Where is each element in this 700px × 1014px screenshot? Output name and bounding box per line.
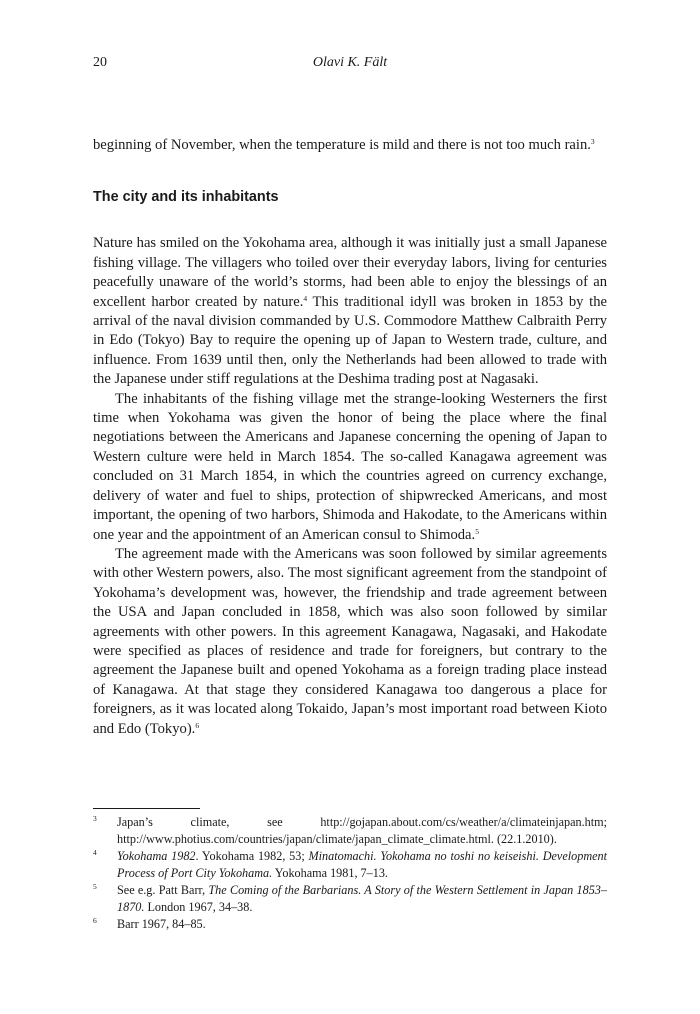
footnote-ref-3[interactable]: 3 [590, 137, 595, 146]
footnote-number: 5 [93, 882, 97, 891]
footnote-text: Japan’s climate, see http://gojapan.about.com/cs/weather/a/climateinjapan.htm; http://www.photius.com/countries/japan/climate/japan_climate_climate.html. (22.1.2010). [117, 815, 607, 846]
footnote-text: Barr 1967, 84–85. [117, 917, 206, 931]
footnote-ref-4[interactable]: 4 [303, 293, 308, 303]
footnote-5 [93, 882, 607, 916]
running-head [93, 55, 607, 75]
paragraph-continuation: beginning of November, when the temperature is mild and there is not too much rain.$^3$ [93, 137, 595, 153]
footnote-number: 3 [93, 814, 97, 823]
footnotes [93, 814, 607, 933]
footnote-text: Yokohama 1982. Yokohama 1982, 53; Minatomachi. Yokohama no toshi no keiseishi. Development Process of Port City Yokohama. Yokohama 1981, 7–13. [117, 849, 608, 880]
footnote-number: 6 [93, 916, 97, 925]
page-number: 20 [93, 55, 107, 70]
footnote-divider [93, 808, 200, 809]
footnote-number: 4 [93, 848, 97, 857]
footnote-text: See e.g. Patt Barr, The Coming of the Barbarians. A Story of the Western Settlement in Japan 1853–1870. London 1967, 34–38. [117, 883, 607, 914]
running-title: Olavi K. Fält [312, 55, 388, 70]
footnote-ref-6[interactable]: 6 [195, 720, 200, 730]
footnote-6 [93, 916, 607, 933]
footnote-4 [93, 848, 607, 882]
paragraph-2: The inhabitants of the fishing village met the strange-looking Westerners the first time when Yokohama was given the honor of being the place where the final negotiations between the Americans and Japanese concerning the opening of Japan to Western culture were held in March 1854. The so-called Kanagawa agreement was concluded on 31 March 1854, in which the countries agreed on currency exchange, delivery of water and fuel to ships, protection of shipwrecked Americans, and most important, the opening of two harbors, Shimoda and Hakodate, to the Americans within one year and the appointment of an American consul to Shimoda.$^5$ [93, 390, 607, 543]
footnote-ref-5[interactable]: 5 [475, 526, 479, 536]
footnote-3 [93, 814, 607, 848]
body-text [93, 136, 607, 739]
paragraph-1: Nature has smiled on the Yokohama area, although it was initially just a small Japanese fishing village. The villagers who toiled over their everyday labors, living for centuries peacefully unaware of the world’s storms, had been able to enjoy the blessings of an excellent harbor created by nature.$^4$ This traditional idyll was broken in 1853 by the arrival of the naval division commanded by U.S. Commodore Matthew Calbraith Perry in Edo (Tokyo) Bay to require the opening up of Japan to Western trade, culture, and influence. From 1639 until then, only the Netherlands had been allowed to trade with the Japanese under stiff regulations at the Deshima trading post at Nagasaki. [93, 235, 607, 388]
paragraph-3: The agreement made with the Americans was soon followed by similar agreements with other Western powers, also. The most significant agreement from the standpoint of Yokohama’s development was, however, the friendship and trade agreement between the USA and Japan concluded in 1858, which was also soon followed by similar agreements with other powers. In this agreement Kanagawa, Nagasaki, and Hakodate were specified as places of residence and trade for foreigners, but contrary to the agreement the Japanese built and opened Yokohama as a foreign trading place instead of Kanagawa. At that stage they considered Kanagawa too dangerous a place for foreigners, as it was located along Tokaido, Japan’s most important road between Kioto and Edo (Tokyo).$^6$ [93, 545, 607, 737]
section-heading: The city and its inhabitants [93, 189, 279, 206]
